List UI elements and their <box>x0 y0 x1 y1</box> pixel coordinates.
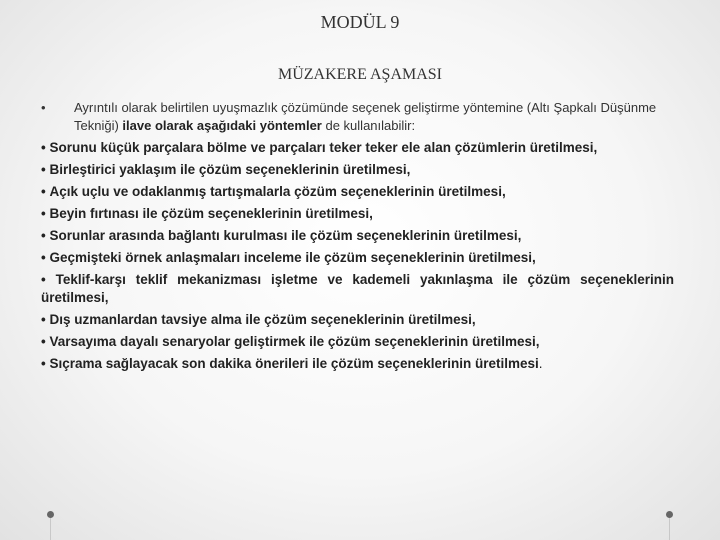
list-item <box>41 227 674 245</box>
list-item <box>41 139 674 157</box>
decorative-line-right <box>669 518 670 540</box>
list-bullet: • <box>41 312 46 327</box>
list-bullet: • <box>41 162 46 177</box>
list-bullet: • <box>41 228 46 243</box>
module-title: MODÜL 9 <box>320 12 400 32</box>
decorative-line-left <box>50 518 51 540</box>
intro-bold-text: ilave olarak aşağıdaki yöntemler <box>122 118 322 133</box>
list-item <box>41 161 674 179</box>
list-bullet: • <box>41 140 46 155</box>
list-bullet: • <box>41 356 46 371</box>
list-item-text: Geçmişteki örnek anlaşmaları inceleme ile çözüm seçeneklerinin üretilmesi, <box>49 250 536 265</box>
list-item: • Sıçrama sağlayacak son dakika önerileri ile çözüm seçeneklerinin üretilmesi. <box>41 356 543 371</box>
list-item-text: Varsayıma dayalı senaryolar geliştirmek ile çözüm seçeneklerinin üretilmesi, <box>49 334 540 349</box>
list-bullet: • <box>41 272 46 287</box>
intro-text-end: de kullanılabilir: <box>325 118 416 133</box>
list-item-text: Sorunlar arasında bağlantı kurulması ile çözüm seçeneklerinin üretilmesi, <box>49 228 522 243</box>
intro-paragraph <box>41 99 674 135</box>
list-bullet: • <box>41 184 46 199</box>
intro-bullet: • <box>41 100 46 115</box>
list-bullet: • <box>41 206 46 221</box>
list-item <box>41 205 674 223</box>
method-list <box>41 139 674 373</box>
section-title: MÜZAKERE AŞAMASI <box>277 66 442 83</box>
list-item-text: Sıçrama sağlayacak son dakika önerileri ile çözüm seçeneklerinin üretilmesi <box>49 356 539 371</box>
list-bullet: • <box>41 334 46 349</box>
list-item <box>41 249 674 267</box>
list-item <box>41 183 674 201</box>
list-item-text: Teklif-karşı teklif mekanizması işletme ve kademeli yakınlaşma ile çözüm seçeneklerinin üretilmesi, <box>41 272 674 305</box>
list-bullet: • <box>41 250 46 265</box>
decorative-dot-left <box>47 511 54 518</box>
list-item-text: Açık uçlu ve odaklanmış tartışmalarla çözüm seçeneklerinin üretilmesi, <box>49 184 506 199</box>
list-item-text: Sorunu küçük parçalara bölme ve parçaları teker teker ele alan çözümlerin üretilmesi, <box>49 140 598 155</box>
list-item-text: Beyin fırtınası ile çözüm seçeneklerinin üretilmesi, <box>49 206 373 221</box>
list-item-text: Birleştirici yaklaşım ile çözüm seçeneklerinin üretilmesi, <box>49 162 411 177</box>
list-item-text: Dış uzmanlardan tavsiye alma ile çözüm seçeneklerinin üretilmesi, <box>49 312 476 327</box>
list-item <box>41 333 674 351</box>
content-area <box>41 99 674 373</box>
list-item <box>41 271 674 307</box>
intro-text: Ayrıntılı olarak belirtilen uyuşmazlık çözümünde seçenek geliştirme yöntemine (Altı Şapkalı Düşünme Tekniği) <box>74 100 657 133</box>
decorative-dot-right <box>666 511 673 518</box>
list-item <box>41 311 674 329</box>
